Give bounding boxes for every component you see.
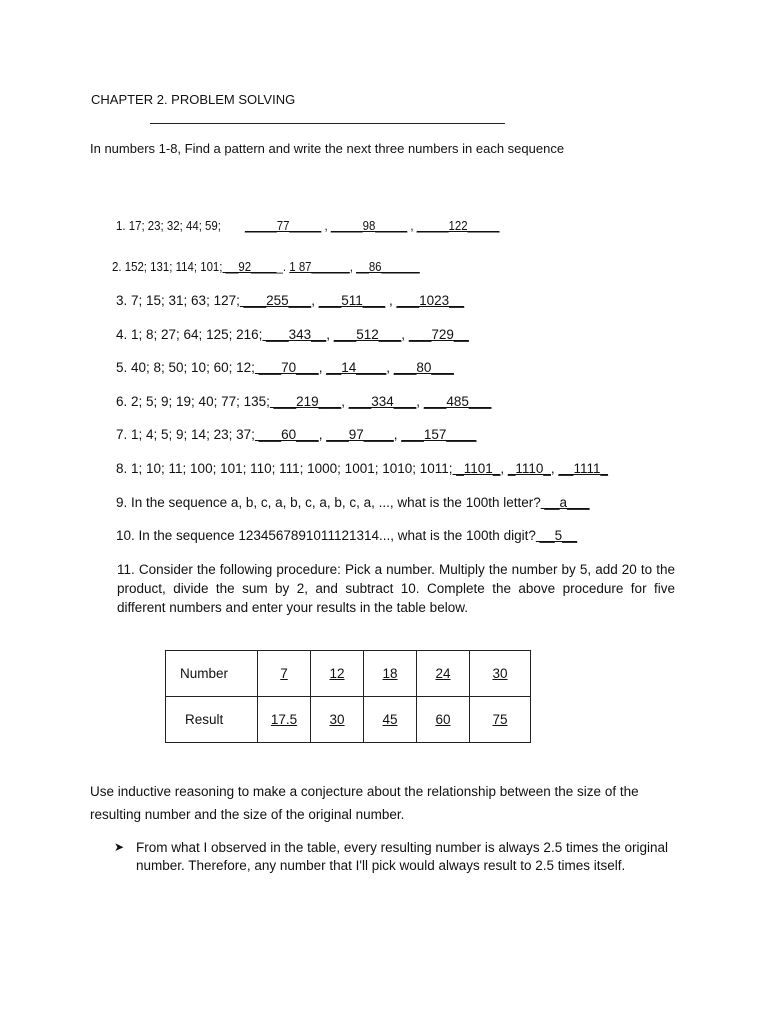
separator: ,: [500, 461, 508, 476]
answer-blank: __86______: [356, 259, 420, 274]
table-row-number: [166, 651, 531, 697]
separator: ,: [321, 218, 331, 233]
answer-blank: ___97____: [326, 427, 394, 442]
answer-blank: _____122_____: [416, 218, 500, 233]
question-prefix: 6. 2; 5; 9; 19; 40; 77; 135;: [116, 394, 270, 409]
row-label-text: Number: [180, 666, 229, 681]
cell-value: 60: [435, 712, 451, 727]
question-5: [116, 360, 454, 375]
answer-blank: ___219___: [269, 394, 342, 409]
question-10: [116, 528, 577, 543]
question-2: [112, 259, 420, 274]
question-7: [116, 427, 476, 442]
question-9: [116, 495, 590, 510]
arrow-bullet-icon: ➤: [114, 840, 125, 854]
answer-blank: __1111_: [558, 461, 608, 476]
table-cell: [311, 651, 364, 697]
answer-blank: ___511___: [318, 293, 386, 308]
answer-blank: __5__: [535, 528, 578, 543]
answer-blank: ___1023__: [396, 293, 465, 308]
separator: ,: [393, 427, 402, 442]
row-label: [166, 697, 258, 743]
results-table: [165, 650, 531, 743]
question-prefix: 7. 1; 4; 5; 9; 14; 23; 37;: [116, 427, 255, 442]
table-cell: [470, 651, 531, 697]
table-cell: [258, 651, 311, 697]
question-6: [116, 394, 491, 409]
separator: ,: [318, 360, 327, 375]
separator: ,: [385, 293, 397, 308]
question-prefix: 4. 1; 8; 27; 64; 125; 216;: [116, 327, 263, 342]
table-cell: [417, 697, 470, 743]
cell-value: 18: [382, 666, 398, 681]
cell-value: 30: [492, 666, 508, 681]
question-prefix: 5. 40; 8; 50; 10; 60; 12;: [116, 360, 255, 375]
answer-blank: ___334___: [348, 394, 417, 409]
answer-blank: _1101_: [452, 461, 501, 476]
answer-blank: _____98_____: [330, 218, 408, 233]
table-cell: [258, 697, 311, 743]
table-cell: [364, 697, 417, 743]
separator: ,: [386, 360, 394, 375]
question-text: 9. In the sequence a, b, c, a, b, c, a, b, c, a, ..., what is the 100th letter?: [116, 495, 541, 510]
separator: ,: [407, 218, 417, 233]
answer-blank: ___157____: [401, 427, 477, 442]
separator: ,: [349, 259, 357, 274]
question-prefix: 8. 1; 10; 11; 100; 101; 110; 111; 1000; 1001; 1010; 1011;: [116, 461, 453, 476]
answer-blank: ___485___: [423, 394, 492, 409]
cell-value: 17.5: [270, 712, 298, 727]
chapter-title: CHAPTER 2. PROBLEM SOLVING: [91, 92, 296, 107]
separator: _.: [276, 259, 290, 274]
answer-blank: _____77_____: [244, 218, 322, 233]
answer-blank: ___729__: [408, 327, 469, 342]
answer-blank: __92____: [222, 259, 277, 274]
table-cell: [364, 651, 417, 697]
question-3: [116, 293, 464, 308]
cell-value: 24: [435, 666, 451, 681]
row-label-text: Result: [185, 712, 224, 727]
answer-blank: ___80___: [393, 360, 454, 375]
cell-value: 30: [329, 712, 345, 727]
title-underline: [150, 123, 505, 124]
separator: ,: [416, 394, 424, 409]
answer-blank: ___343__: [262, 327, 327, 342]
answer-blank: ___60___: [254, 427, 319, 442]
answer-blank: ___70___: [254, 360, 319, 375]
table-cell: [417, 651, 470, 697]
separator: ,: [326, 327, 334, 342]
question-1: [116, 218, 499, 233]
question-11: 11. Consider the following procedure: Pick a number. Multiply the number by 5, add 20 to the product, divide the sum by 2, and subtract 10. Complete the above procedure for five different numbers and enter your results in the table below.: [117, 562, 675, 615]
conclusion-text: From what I observed in the table, every resulting number is always 2.5 times the original number. Therefore, any number that I'll pick would always result to 2.5 times itself.: [136, 840, 668, 873]
answer-blank: ___255___: [239, 293, 312, 308]
cell-value: 12: [329, 666, 345, 681]
row-label: [166, 651, 258, 697]
separator: ,: [341, 394, 349, 409]
question-8: [116, 461, 608, 476]
table-row-result: [166, 697, 531, 743]
separator: ,: [311, 293, 319, 308]
answer-blank: ___512___: [333, 327, 402, 342]
question-prefix: 3. 7; 15; 31; 63; 127;: [116, 293, 240, 308]
answer-blank: _1110_: [507, 461, 551, 476]
answer-blank: __14____: [326, 360, 387, 375]
question-text: 10. In the sequence 1234567891011121314..., what is the 100th digit?: [116, 528, 536, 543]
separator: ,: [550, 461, 559, 476]
inductive-prompt: Use inductive reasoning to make a conjecture about the relationship between the size of the resulting number and the size of the original number.: [90, 784, 639, 822]
instructions: In numbers 1-8, Find a pattern and write the next three numbers in each sequence: [90, 141, 565, 156]
cell-value: 45: [382, 712, 398, 727]
answer-blank: 1 87______: [289, 259, 350, 274]
cell-value: 7: [280, 666, 288, 681]
answer-blank: __a___: [540, 495, 590, 510]
question-4: [116, 327, 469, 342]
cell-value: 75: [492, 712, 508, 727]
table-cell: [311, 697, 364, 743]
separator: ,: [401, 327, 409, 342]
question-prefix: 2. 152; 131; 114; 101;: [112, 259, 223, 274]
table-cell: [470, 697, 531, 743]
separator: ,: [318, 427, 327, 442]
question-prefix: 1. 17; 23; 32; 44; 59;: [116, 218, 221, 233]
